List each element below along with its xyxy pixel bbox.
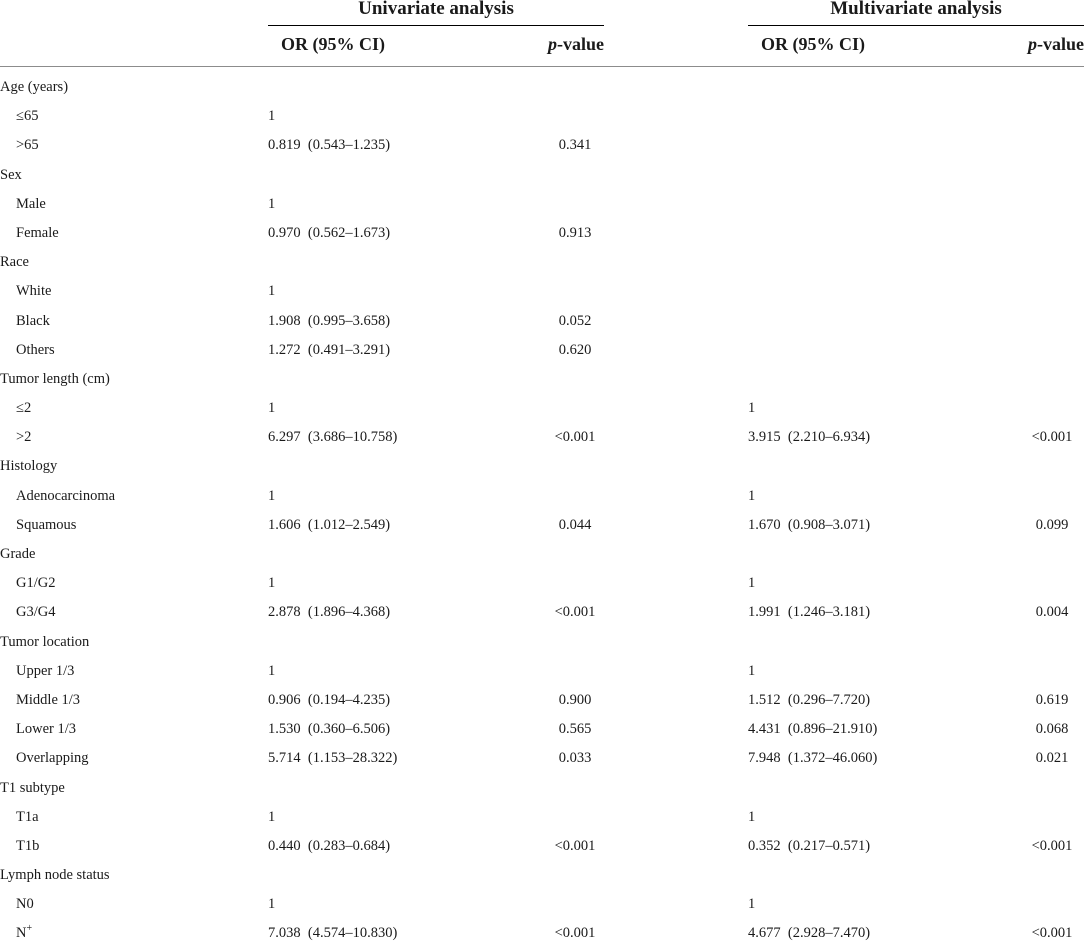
row-label [16, 686, 80, 715]
table-body [0, 73, 1084, 949]
row-label-text: >65 [16, 137, 39, 154]
table-group-row [0, 161, 1084, 190]
row-label [0, 628, 89, 657]
p-univariate-cell: 0.620 [558, 341, 592, 358]
or-univariate-cell: 0.970 (0.562–1.673) [268, 224, 391, 241]
p-suffix: -value [1037, 34, 1084, 54]
table-group-row [0, 774, 1084, 803]
table-row [0, 394, 1084, 423]
row-label [16, 190, 46, 219]
row-label-text: N0 [16, 896, 34, 913]
row-label [0, 73, 68, 102]
p-multivariate-cell: 0.099 [1035, 516, 1069, 533]
table-row [0, 190, 1084, 219]
p-italic: p [548, 34, 557, 54]
table-group-row [0, 452, 1084, 481]
table-row [0, 511, 1084, 540]
p-multivariate-cell: 0.004 [1035, 604, 1069, 621]
p-multivariate-cell: 0.619 [1035, 691, 1069, 708]
row-label [16, 277, 51, 306]
or-multivariate-cell: 1 [748, 400, 756, 417]
row-label [0, 540, 35, 569]
row-label-text: Squamous [16, 516, 77, 533]
table-row [0, 569, 1084, 598]
or-univariate-cell: 1 [268, 400, 276, 417]
p-univariate-cell: 0.052 [558, 312, 592, 329]
table-group-row [0, 73, 1084, 102]
or-univariate-cell: 1 [268, 108, 276, 125]
row-label [16, 102, 38, 131]
group-rule-univariate [268, 25, 604, 26]
or-multivariate-cell: 1 [748, 662, 756, 679]
or-univariate-cell: 0.819 (0.543–1.235) [268, 137, 391, 154]
or-multivariate-cell: 1 [748, 575, 756, 592]
row-label-text: Sex [0, 166, 22, 183]
or-multivariate-cell: 1.991 (1.246–3.181) [748, 604, 871, 621]
row-label-text: Middle 1/3 [16, 691, 81, 708]
column-header-or-multivariate: OR (95% CI) [761, 34, 865, 54]
p-univariate-cell: 0.913 [558, 224, 592, 241]
row-label-text: Tumor location [0, 633, 90, 650]
row-label [0, 452, 57, 481]
row-label [0, 861, 110, 890]
row-label-text: Grade [0, 546, 36, 562]
or-multivariate-cell: 1 [748, 808, 756, 825]
table-group-row [0, 861, 1084, 890]
or-univariate-cell: 1 [268, 896, 276, 913]
table-row [0, 657, 1084, 686]
table-row [0, 832, 1084, 861]
table-group-row [0, 248, 1084, 277]
table-row [0, 686, 1084, 715]
table-row [0, 102, 1084, 131]
row-label [16, 131, 39, 160]
row-label-text: Histology [0, 458, 58, 475]
table-row [0, 131, 1084, 160]
or-univariate-cell: 7.038 (4.574–10.830) [268, 925, 398, 942]
or-multivariate-cell: 4.677 (2.928–7.470) [748, 925, 871, 942]
p-multivariate-cell: 0.021 [1035, 750, 1069, 767]
p-univariate-cell: <0.001 [554, 604, 596, 621]
table-row [0, 219, 1084, 248]
p-univariate-cell: <0.001 [554, 837, 596, 854]
table-row [0, 744, 1084, 773]
or-multivariate-cell: 1 [748, 896, 756, 913]
or-univariate-cell: 1 [268, 195, 276, 212]
or-multivariate-cell: 4.431 (0.896–21.910) [748, 721, 878, 738]
or-univariate-cell: 1 [268, 283, 276, 300]
row-label-text: ≤2 [16, 400, 32, 417]
or-multivariate-cell: 1 [748, 487, 756, 504]
table-row [0, 482, 1084, 511]
row-label [16, 307, 50, 336]
or-univariate-cell: 1 [268, 575, 276, 592]
or-univariate-cell: 1 [268, 662, 276, 679]
p-univariate-cell: <0.001 [554, 429, 596, 446]
row-label-superscript: + [26, 923, 33, 935]
row-label [16, 890, 34, 919]
p-multivariate-cell: <0.001 [1031, 925, 1073, 942]
row-label [16, 482, 115, 511]
p-suffix: -value [557, 34, 604, 54]
or-multivariate-cell: 0.352 (0.217–0.571) [748, 837, 871, 854]
table-row [0, 803, 1084, 832]
row-label-text: Lower 1/3 [16, 721, 76, 738]
row-label-text: Overlapping [16, 750, 89, 767]
p-univariate-cell: <0.001 [554, 925, 596, 942]
or-univariate-cell: 1.908 (0.995–3.658) [268, 312, 391, 329]
row-label [16, 569, 55, 598]
row-label-text: T1b [16, 837, 40, 854]
row-label-text: ≤65 [16, 108, 39, 125]
row-label-text: Adenocarcinoma [16, 487, 116, 504]
or-univariate-cell: 1.272 (0.491–3.291) [268, 341, 391, 358]
or-multivariate-cell: 7.948 (1.372–46.060) [748, 750, 878, 767]
table-row [0, 423, 1084, 452]
table-row [0, 277, 1084, 306]
p-multivariate-cell: <0.001 [1031, 429, 1073, 446]
column-header-p-multivariate [1028, 34, 1084, 54]
row-label [16, 744, 88, 773]
row-label [16, 657, 74, 686]
table-row [0, 715, 1084, 744]
p-italic: p [1028, 34, 1037, 54]
row-label-text: Others [16, 341, 55, 358]
or-univariate-cell: 6.297 (3.686–10.758) [268, 429, 398, 446]
column-header-p-univariate [548, 34, 604, 54]
row-label [16, 832, 39, 861]
table-group-row [0, 365, 1084, 394]
row-label [0, 774, 65, 803]
row-label [16, 394, 31, 423]
row-label-text: Upper 1/3 [16, 662, 75, 679]
or-univariate-cell: 0.906 (0.194–4.235) [268, 691, 391, 708]
row-label [16, 803, 39, 832]
row-label [16, 219, 59, 248]
p-univariate-cell: 0.900 [558, 691, 592, 708]
group-header-univariate: Univariate analysis [358, 0, 514, 19]
row-label-text: Race [0, 254, 29, 271]
row-label [16, 423, 31, 452]
row-label [0, 161, 22, 190]
group-rule-multivariate [748, 25, 1084, 26]
p-univariate-cell: 0.033 [558, 750, 592, 767]
row-label [0, 365, 110, 394]
row-label [16, 511, 76, 540]
or-univariate-cell: 2.878 (1.896–4.368) [268, 604, 391, 621]
table-group-row [0, 540, 1084, 569]
p-multivariate-cell: <0.001 [1031, 837, 1073, 854]
row-label-text: N [16, 925, 27, 942]
or-univariate-cell: 1.530 (0.360–6.506) [268, 721, 391, 738]
row-label [0, 248, 29, 277]
row-label [16, 715, 76, 744]
table-row [0, 919, 1084, 948]
row-label-text: >2 [16, 429, 32, 446]
or-multivariate-cell: 3.915 (2.210–6.934) [748, 429, 871, 446]
group-header-multivariate: Multivariate analysis [830, 0, 1002, 19]
column-header-or-univariate: OR (95% CI) [281, 34, 385, 54]
table-group-row [0, 628, 1084, 657]
row-label [16, 598, 55, 627]
row-label-text: Black [16, 312, 50, 329]
row-label-text: Female [16, 224, 59, 241]
row-label-text: White [16, 283, 52, 300]
or-univariate-cell: 1.606 (1.012–2.549) [268, 516, 391, 533]
p-univariate-cell: 0.341 [558, 137, 592, 154]
table-row [0, 598, 1084, 627]
header-rule [0, 66, 1084, 67]
or-multivariate-cell: 1.670 (0.908–3.071) [748, 516, 871, 533]
p-univariate-cell: 0.565 [558, 721, 592, 738]
p-univariate-cell: 0.044 [558, 516, 592, 533]
row-label-text: Male [16, 195, 46, 212]
or-multivariate-cell: 1.512 (0.296–7.720) [748, 691, 871, 708]
or-univariate-cell: 0.440 (0.283–0.684) [268, 837, 391, 854]
or-univariate-cell: 1 [268, 808, 276, 825]
row-label-text: Lymph node status [0, 867, 110, 884]
or-univariate-cell: 5.714 (1.153–28.322) [268, 750, 398, 767]
table-row [0, 307, 1084, 336]
row-label-text: Age (years) [0, 79, 69, 95]
table-row [0, 890, 1084, 919]
row-label-text: G1/G2 [16, 575, 56, 592]
row-label-text: G3/G4 [16, 604, 56, 621]
row-label [16, 336, 55, 365]
row-label-text: T1a [16, 808, 39, 825]
p-multivariate-cell: 0.068 [1035, 721, 1069, 738]
table-row [0, 336, 1084, 365]
row-label [16, 919, 32, 948]
or-univariate-cell: 1 [268, 487, 276, 504]
row-label-text: Tumor length (cm) [0, 370, 110, 387]
row-label-text: T1 subtype [0, 779, 65, 796]
